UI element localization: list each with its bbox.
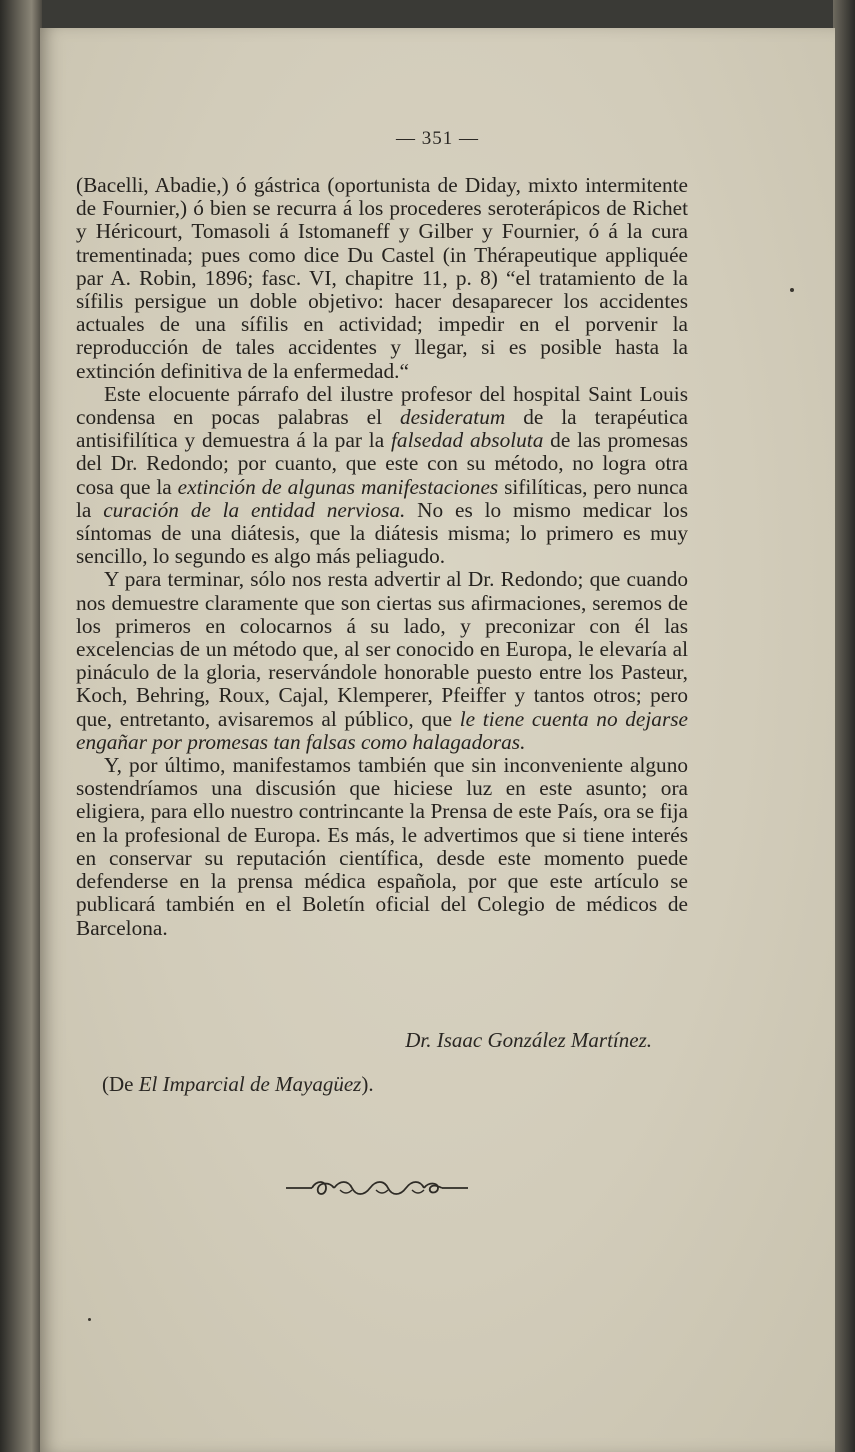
- paragraph: [76, 754, 688, 940]
- paper-speck: [88, 1318, 91, 1321]
- article-body: [76, 174, 688, 940]
- book-page: [40, 28, 835, 1452]
- italic-text: extinción de algunas manifestaciones: [177, 474, 499, 499]
- paper-speck: [790, 288, 794, 292]
- paragraph: [76, 383, 688, 569]
- page-number: — 351 —: [396, 128, 479, 149]
- source-open: (De: [102, 1072, 139, 1096]
- italic-text: falsedad absoluta: [391, 428, 544, 453]
- source-citation: [102, 1072, 374, 1097]
- author-signature: Dr. Isaac González Martínez.: [405, 1028, 652, 1052]
- source-close: ).: [361, 1072, 374, 1096]
- text-run: Y, por último, manifestamos también que sin inconveniente alguno sostendríamos una discusión que hiciese luz en este asunto; ora eligiera, para ello nuestro contrincante la Prensa de este País, ora se fija en la profesional de Europa. Es más, le advertimos que si tiene interés en conservar su reputación científica, desde este momento puede defenderse en la prensa médica española, por que este artículo se publicará también en el Boletín oficial del Colegio de médicos de Barcelona.: [76, 753, 688, 940]
- italic-text: desideratum: [399, 405, 506, 430]
- text-run: Y para terminar, sólo nos resta advertir al Dr. Redondo; que cuando nos demuestre claramente que son ciertas sus afirmaciones, seremos de los primeros en colocarnos á su lado, y preconizar con él las excelencias de un método que, al ser conocido en Europa, le elevaría al pináculo de la gloria, reservándole honorable puesto entre los Pasteur, Koch, Behring, Roux, Cajal, Klemperer, Pfeiffer y tantos otros; pero que, entretanto, avisaremos al público, que: [76, 567, 688, 731]
- text-run: Este elocuente párrafo del ilustre profesor del hospital Saint Louis condensa en pocas palabras el: [76, 381, 688, 430]
- scan-background-edge: [833, 0, 855, 1452]
- text-run: de la terapéutica antisifilítica y demuestra á la par la: [76, 405, 688, 453]
- italic-text: le tiene cuenta no dejarse engañar por promesas tan falsas como halagadoras.: [76, 706, 688, 754]
- text-run: (Bacelli, Abadie,) ó gástrica (oportunista de Diday, mixto intermitente de Fournier,) ó bien se recurra á los procederes seroterápicos de Richet y Héricourt, Tomasoli á Istomaneff y Gilber y Fournier, ó á la cura trementinada; pues como dice Du Castel (in Thérapeutique appliquée par A. Robin, 1896; fasc. VI, chapitre 11, p. 8) “el tratamiento de la sífilis persigue un doble objetivo: hacer desaparecer los accidentes actuales de una sífilis en actividad; impedir en el porvenir la reproducción de tales accidentes y llegar, si es posible hasta la extinción definitiva de la enfermedad.“: [76, 173, 688, 383]
- text-run: de las promesas del Dr. Redondo; por cuanto, que este con su método, no logra otra cosa que la: [76, 428, 689, 499]
- adjacent-page-edge: [0, 0, 42, 1452]
- ornamental-divider-icon: [282, 1178, 472, 1198]
- paragraph: [76, 568, 688, 754]
- source-newspaper-title: El Imparcial de Mayagüez: [138, 1072, 362, 1096]
- text-run: sifilíticas, pero nunca la: [76, 474, 688, 522]
- text-run: No es lo mismo medicar los síntomas de una diátesis, que la diátesis misma; lo primero es muy sencillo, lo segundo es algo más peliagudo.: [76, 497, 688, 569]
- paragraph: [76, 174, 688, 383]
- italic-text: curación de la entidad nerviosa.: [103, 497, 406, 522]
